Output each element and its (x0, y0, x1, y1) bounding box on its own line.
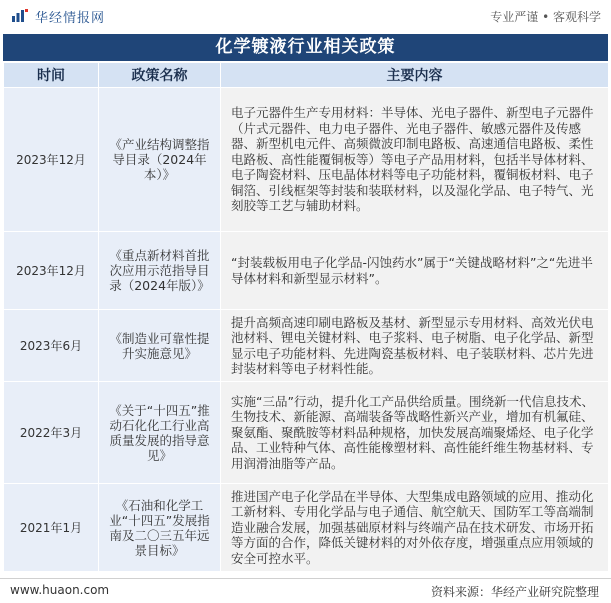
time-cell: 2023年12月 (4, 88, 99, 232)
policy-name-cell: 《制造业可靠性提升实施意见》 (99, 310, 221, 382)
top-bar (0, 0, 611, 30)
footer (0, 578, 611, 603)
policy-name-cell: 《石油和化学工业“十四五”发展指南及二〇三五年远景目标》 (99, 484, 221, 572)
column-header-policy-name: 政策名称 (99, 63, 221, 88)
table-row (4, 88, 609, 232)
source-note: 资料来源：华经产业研究院整理 (430, 585, 599, 599)
time-cell: 2021年1月 (4, 484, 99, 572)
content-cell: 电子元器件生产专用材料：半导体、光电子器件、新型电子元器件（片式元器件、电力电子器件、光电子器件、敏感元器件及传感器、新型机电元件、高频微波印制电路板、高速通信电路板、柔性电路板、高性能覆铜板等）等电子产品用材料，包括半导体材料、电子陶瓷材料、压电晶体材料等电子功能材料，覆铜板材料、电子铜箔、引线框架等封装和装联材料，以及湿化学品、电子特气、光刻胶等工艺与辅助材料。 (221, 88, 609, 232)
site-name: 华经情报网 (35, 11, 106, 26)
time-cell: 2022年3月 (4, 382, 99, 484)
page-title: 化学镀液行业相关政策 (3, 34, 608, 61)
logo-icon (12, 9, 28, 22)
policy-name-cell: 《产业结构调整指导目录（2024年本）》 (99, 88, 221, 232)
table-row (4, 310, 609, 382)
time-cell: 2023年6月 (4, 310, 99, 382)
policy-name-cell: 《重点新材料首批次应用示范指导目录（2024年版）》 (99, 232, 221, 310)
content-cell: “封装载板用电子化学品-闪蚀药水”属于“关键战略材料”之“先进半导体材料和新型显示材料”。 (221, 232, 609, 310)
column-header-content: 主要内容 (221, 63, 609, 88)
column-header-time: 时间 (4, 63, 99, 88)
footer-url: www.huaon.com (10, 583, 110, 597)
content-cell: 推进国产电子化学品在半导体、大型集成电路领域的应用、推动化工新材料、专用化学品与电子通信、航空航天、国防军工等高端制造业融合发展，加强基础原材料与终端产品在技术研发、市场开拓等方面的合作，降低关键材料的对外依存度，增强重点应用领域的安全可控水平。 (221, 484, 609, 572)
tagline: 专业严谨 • 客观科学 (490, 10, 601, 24)
time-cell: 2023年12月 (4, 232, 99, 310)
content-cell: 实施“三品”行动，提升化工产品供给质量。围绕新一代信息技术、生物技术、新能源、高端装备等战略性新兴产业，增加有机氟硅、聚氨酯、聚酰胺等材料品种规格，加快发展高端聚烯烃、电子化学品、工业特种气体、高性能橡塑材料、高性能纤维生物基材料、专用润滑油脂等产品。 (221, 382, 609, 484)
table-row (4, 232, 609, 310)
content-cell: 提升高频高速印刷电路板及基材、新型显示专用材料、高效光伏电池材料、锂电关键材料、电子浆料、电子树脂、电子化学品、新型显示电子功能材料、先进陶瓷基板材料、电子装联材料、芯片先进封装材料等电子材料性能。 (221, 310, 609, 382)
table-header-row (4, 63, 609, 88)
policy-table (3, 62, 609, 572)
policy-name-cell: 《关于“十四五”推动石化化工行业高质量发展的指导意见》 (99, 382, 221, 484)
table-row (4, 484, 609, 572)
table-row (4, 382, 609, 484)
